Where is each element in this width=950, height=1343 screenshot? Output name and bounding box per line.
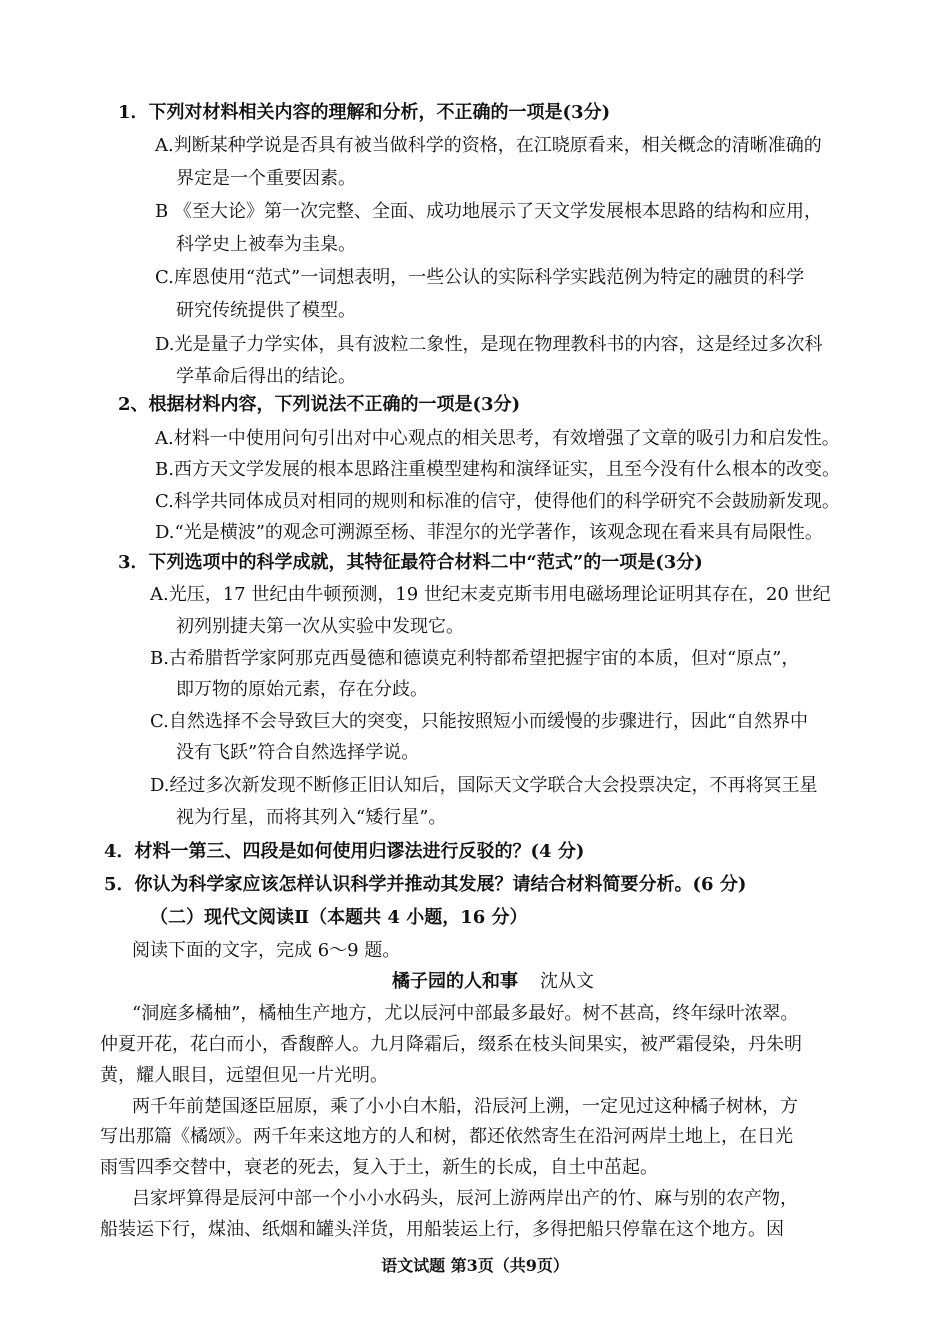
q1-option-a-line2: 界定是一个重要因素。: [176, 168, 356, 189]
q5-stem: 5．你认为科学家应该怎样认识科学并推动其发展？请结合材料简要分析。(6 分): [104, 874, 747, 895]
q3-option-d-line2: 视为行星，而将其列入“矮行星”。: [176, 807, 447, 828]
q1-option-d-line2: 学革命后得出的结论。: [176, 366, 356, 387]
q1-option-c-line1: C.库恩使用“范式”一词想表明，一些公认的实际科学实践范例为特定的融贯的科学: [155, 267, 805, 288]
q2-option-d: D.“光是横波”的观念可溯源至杨、菲涅尔的光学著作，该观念现在看来具有局限性。: [155, 522, 823, 543]
q2-option-b: B.西方天文学发展的根本思路注重模型建构和演绎证实，且至今没有什么根本的改变。: [155, 459, 840, 480]
article-author: 沈从文: [540, 971, 594, 992]
article-title: 橘子园的人和事: [392, 971, 518, 992]
paragraph-3-line2: 船装运下行，煤油、纸烟和罐头洋货，用船装运上行，多得把船只停靠在这个地方。因: [100, 1219, 784, 1240]
q1-option-d-line1: D.光是量子力学实体，具有波粒二象性，是现在物理教科书的内容，这是经过多次科: [155, 334, 823, 355]
q1-option-a-line1: A.判断某种学说是否具有被当做科学的资格，在江晓原看来，相关概念的清晰准确的: [155, 135, 822, 156]
paragraph-1-line2: 仲夏开花，花白而小，香馥醉人。九月降霜后，缀系在枝头间果实，被严霜侵染，丹朱明: [100, 1034, 802, 1055]
paragraph-2-line2: 写出那篇《橘颂》。两千年来这地方的人和树，都还依然寄生在沿河两岸土地上，在日光: [100, 1126, 793, 1147]
q3-option-a-line1: A.光压，17 世纪由牛顿预测，19 世纪末麦克斯韦用电磁场理论证明其存在，20 世纪: [150, 584, 831, 605]
q1-option-c-line2: 研究传统提供了模型。: [176, 300, 356, 321]
page-footer: 语文试题 第3页（共9页）: [381, 1256, 569, 1275]
q1-stem: 1．下列对材料相关内容的理解和分析，不正确的一项是(3分): [118, 102, 611, 123]
q1-option-b-line2: 科学史上被奉为圭臬。: [176, 234, 356, 255]
paragraph-1-line1: “洞庭多橘柚”，橘柚生产地方，尤以辰河中部最多最好。树不甚高，终年绿叶浓翠。: [132, 1003, 799, 1024]
q3-option-c-line1: C.自然选择不会导致巨大的突变，只能按照短小而缓慢的步骤进行，因此“自然界中: [150, 711, 809, 732]
article-title-line: [392, 970, 594, 994]
q2-stem: 2、根据材料内容，下列说法不正确的一项是(3分): [118, 394, 521, 415]
q3-option-d-line1: D.经过多次新发现不断修正旧认知后，国际天文学联合大会投票决定，不再将冥王星: [150, 775, 818, 796]
q3-option-a-line2: 初列别捷夫第一次从实验中发现它。: [176, 616, 464, 637]
q3-option-b-line2: 即万物的原始元素，存在分歧。: [176, 679, 428, 700]
q3-option-c-line2: 没有飞跃”符合自然选择学说。: [176, 742, 420, 763]
q2-option-a: A.材料一中使用问句引出对中心观点的相关思考，有效增强了文章的吸引力和启发性。: [155, 428, 840, 449]
paragraph-2-line1: 两千年前楚国逐臣屈原，乘了小小白木船，沿辰河上溯，一定见过这种橘子树林，方: [132, 1096, 798, 1117]
q2-option-c: C.科学共同体成员对相同的规则和标准的信守，使得他们的科学研究不会鼓励新发现。: [155, 491, 840, 512]
q3-option-b-line1: B.古希腊哲学家阿那克西曼德和德谟克利特都希望把握宇宙的本质，但对“原点”，: [150, 648, 800, 669]
q3-stem: 3．下列选项中的科学成就，其特征最符合材料二中“范式”的一项是(3分): [118, 552, 703, 573]
section-heading: （二）现代文阅读Ⅱ（本题共 4 小题，16 分）: [150, 907, 528, 928]
q4-stem: 4．材料一第三、四段是如何使用归谬法进行反驳的？(4 分): [104, 841, 585, 862]
paragraph-2-line3: 雨雪四季交替中，衰老的死去，复入于土，新生的长成，自土中茁起。: [100, 1157, 658, 1178]
section-instruction: 阅读下面的文字，完成 6～9 题。: [132, 940, 401, 961]
paragraph-3-line1: 吕家坪算得是辰河中部一个小小水码头，辰河上游两岸出产的竹、麻与别的农产物，: [132, 1188, 798, 1209]
q1-option-b-line1: B 《至大论》第一次完整、全面、成功地展示了天文学发展根本思路的结构和应用，: [155, 201, 822, 222]
paragraph-1-line3: 黄，耀人眼目，远望但见一片光明。: [100, 1065, 388, 1086]
